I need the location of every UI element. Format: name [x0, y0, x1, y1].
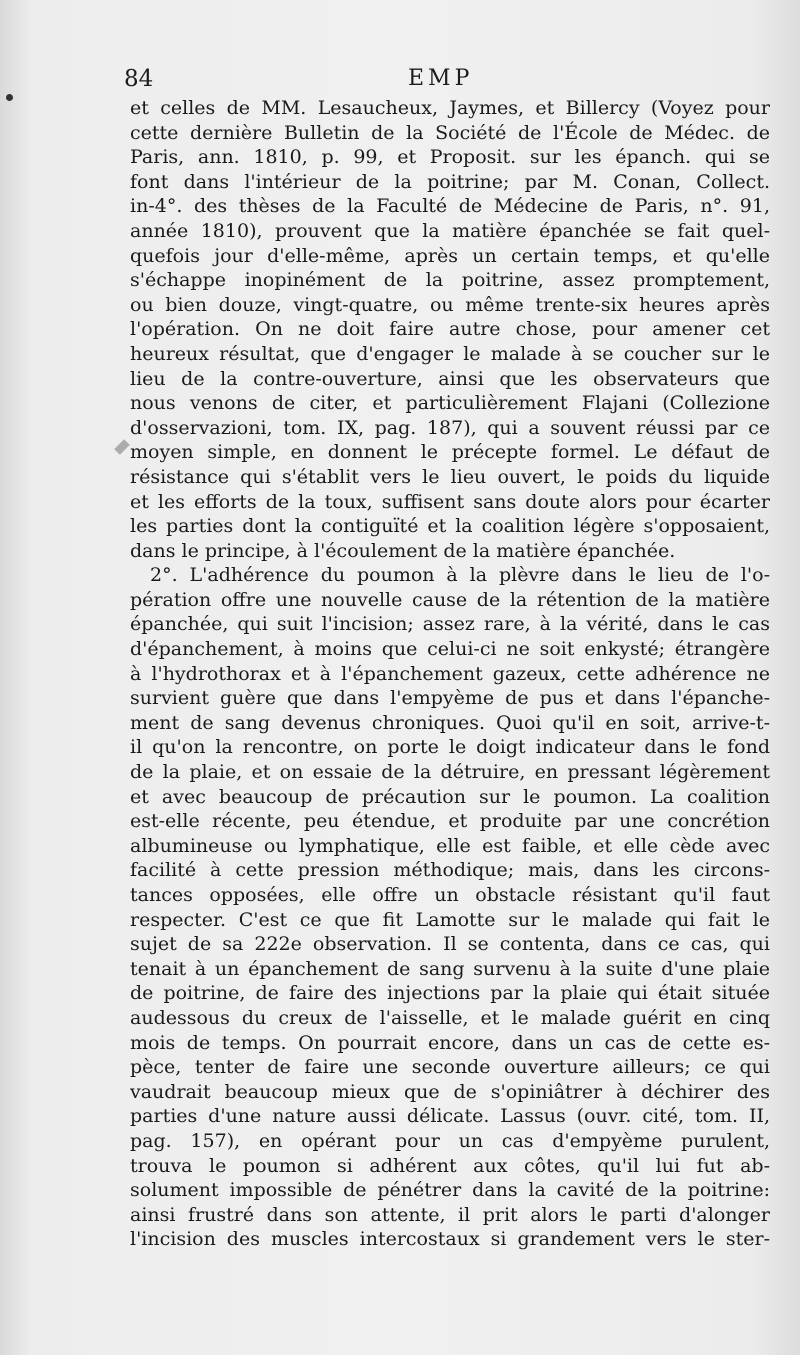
running-head: EMP — [408, 66, 474, 91]
text-line: année 1810), prouvent que la matière épanchée se fait quel- — [130, 219, 770, 242]
text-line: vaudrait beaucoup mieux que de s'opiniâtrer à déchirer des — [130, 1080, 770, 1103]
text-line: et celles de MM. Lesaucheux, Jaymes, et Billercy (Voyez pour — [130, 97, 770, 119]
text-line: Paris, ann. 1810, p. 99, et Proposit. sur les épanch. qui se — [130, 146, 770, 169]
text-line: l'incision des muscles intercostaux si grandement vers le ster- — [130, 1228, 770, 1251]
text-line: pag. 157), en opérant pour un cas d'empyème purulent, — [130, 1129, 770, 1152]
text-line: s'échappe inopinément de la poitrine, assez promptement, — [130, 269, 770, 292]
text-line: quefois jour d'elle-même, après un certain temps, et qu'elle — [130, 244, 770, 267]
text-line: audessous du creux de l'aisselle, et le malade guérit en cinq — [130, 1006, 770, 1029]
text-line: mois de temps. On pourrait encore, dans un cas de cette es- — [130, 1031, 770, 1054]
text-line: facilité à cette pression méthodique; mais, dans les circons- — [130, 859, 770, 882]
text-line: sujet de sa 222e observation. Il se contenta, dans ce cas, qui — [130, 933, 770, 956]
text-line: est-elle récente, peu étendue, et produite par une concrétion — [130, 810, 770, 833]
text-line: les parties dont la contiguïté et la coalition légère s'opposaient, — [130, 515, 770, 538]
text-line: trouva le poumon si adhérent aux côtes, qu'il lui fut ab- — [130, 1154, 770, 1177]
text-line: de poitrine, de faire des injections par la plaie qui était située — [130, 982, 770, 1005]
text-line: à l'hydrothorax et à l'épanchement gazeux, cette adhérence ne — [130, 662, 770, 685]
text-line: épanchée, qui suit l'incision; assez rare, à la vérité, dans le cas — [130, 613, 770, 636]
text-line: nous venons de citer, et particulièrement Flajani (Collezione — [130, 392, 770, 415]
text-line: ou bien douze, vingt-quatre, ou même trente-six heures après — [130, 293, 770, 316]
text-line: albumineuse ou lymphatique, elle est faible, et elle cède avec — [130, 834, 770, 857]
text-line: et avec beaucoup de précaution sur le poumon. La coalition — [130, 785, 770, 808]
text-line: font dans l'intérieur de la poitrine; par M. Conan, Collect. — [130, 170, 770, 193]
text-line: ment de sang devenus chroniques. Quoi qu'il en soit, arrive-t- — [130, 711, 770, 734]
text-line: tances opposées, elle offre un obstacle résistant qu'il faut — [130, 884, 770, 906]
text-line: lieu de la contre-ouverture, ainsi que les observateurs que — [130, 367, 770, 390]
body-text — [130, 96, 770, 1252]
text-line: de la plaie, et on essaie de la détruire, en pressant légèrement — [130, 761, 770, 784]
text-line: l'opération. On ne doit faire autre chose, pour amener cet — [130, 318, 770, 341]
text-line: 2°. L'adhérence du poumon à la plèvre dans le lieu de l'o- — [150, 564, 770, 587]
text-line: ainsi frustré dans son attente, il prit alors le parti d'alonger — [130, 1203, 770, 1226]
text-line: moyen simple, en donnent le précepte formel. Le défaut de — [130, 441, 770, 464]
text-line: pération offre une nouvelle cause de la rétention de la matière — [130, 588, 770, 611]
text-line: dans le principe, à l'écoulement de la matière épanchée. — [130, 539, 676, 562]
text-line: heureux résultat, que d'engager le malade à se coucher sur le — [130, 342, 770, 365]
text-line: il qu'on la rencontre, on porte le doigt indicateur dans le fond — [130, 736, 770, 759]
text-line: d'épanchement, à moins que celui-ci ne soit enkysté; étrangère — [130, 638, 770, 661]
text-line: survient guère que dans l'empyème de pus et dans l'épanche- — [130, 687, 770, 710]
text-line: respecter. C'est ce que fit Lamotte sur le malade qui fait le — [130, 908, 770, 931]
text-line: tenait à un épanchement de sang survenu à la suite d'une plaie — [130, 957, 770, 980]
text-line: in-4°. des thèses de la Faculté de Médecine de Paris, n°. 91, — [130, 195, 770, 218]
text-line: d'osservazioni, tom. IX, pag. 187), qui a souvent réussi par ce — [130, 416, 770, 439]
text-line: cette dernière Bulletin de la Société de l'École de Médec. de — [130, 121, 770, 144]
text-line: résistance qui s'établit vers le lieu ouvert, le poids du liquide — [130, 465, 770, 488]
page-blemish — [114, 439, 130, 455]
text-line: et les efforts de la toux, suffisent sans doute alors pour écarter — [130, 490, 770, 513]
text-line: pèce, tenter de faire une seconde ouverture ailleurs; ce qui — [130, 1056, 770, 1079]
ink-dot — [6, 94, 13, 101]
page-number: 84 — [124, 66, 154, 92]
page-header — [118, 62, 778, 96]
text-line: solument impossible de pénétrer dans la cavité de la poitrine: — [130, 1179, 770, 1202]
text-line: parties d'une nature aussi délicate. Lassus (ouvr. cité, tom. II, — [130, 1105, 770, 1128]
